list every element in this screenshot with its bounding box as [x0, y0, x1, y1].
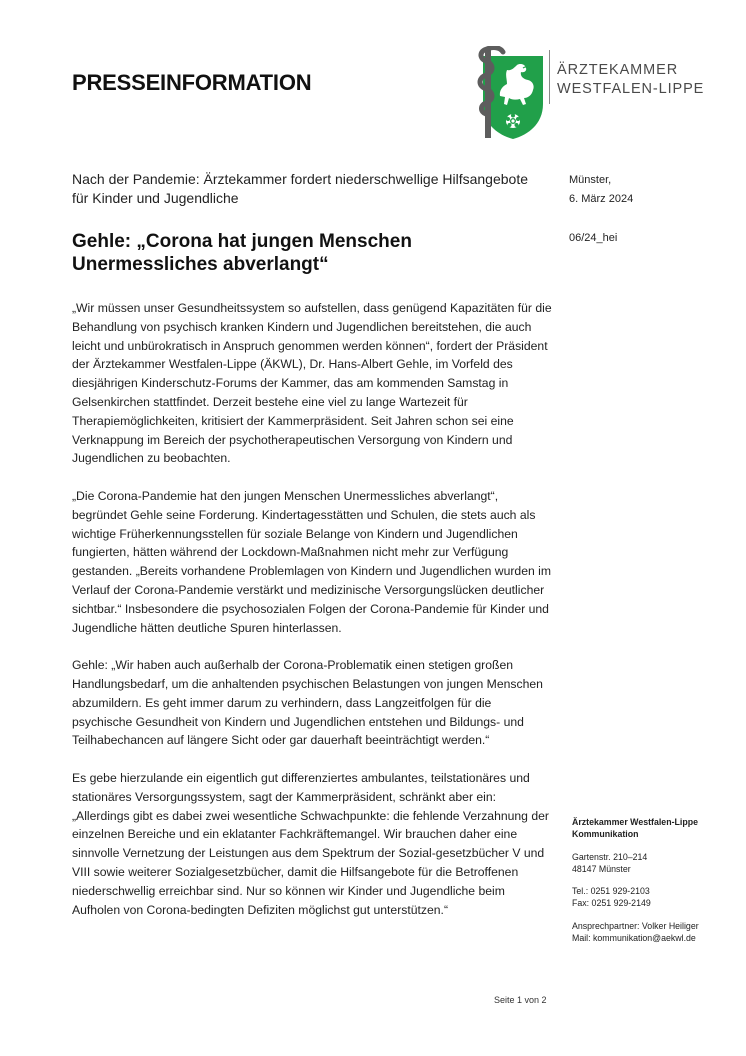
contact-fax: Fax: 0251 929-2149 [572, 898, 651, 909]
logo-line-1: ÄRZTEKAMMER [557, 62, 679, 78]
logo-wordmark [557, 61, 704, 99]
dateline-location: Münster, [569, 174, 612, 186]
paragraph-4: Es gebe hierzulande ein eigentlich gut differenziertes ambulantes, teilstationäres und stationäres Versorgungssystem, sagt der Kammerpräsident, schränkt aber ein: „Allerdings gibt es dabei zwei wesentliche Schwachpunkte: die fehlende Verzahnung der einzelnen Bereiche und ein eklatanter Fachkräftemangel. Wir brauchen daher eine sinnvolle Vernetzung der Leistungen aus dem Spektrum der Sozial-gesetzbücher V und VIII sowie weiterer Sozialgesetzbücher, damit die Hilfsangebote für die Betroffenen niederschwellig erreichbar sind. Nur so können wir Kinder und Jugendliche beim Aufholen von Corona-bedingten Defiziten möglichst gut unterstützen.“ [72, 770, 549, 917]
page-number: Seite 1 von 2 [494, 995, 547, 1005]
logo-line-2: WESTFALEN-LIPPE [557, 81, 705, 97]
contact-mail[interactable]: Mail: kommunikation@aekwl.de [572, 933, 696, 944]
dateline [569, 171, 633, 209]
aekwl-shield-logo-icon [476, 46, 546, 140]
contact-org-department: Kommunikation [572, 829, 639, 840]
contact-org-name: Ärztekammer Westfalen-Lippe [572, 817, 698, 827]
contact-tel: Tel.: 0251 929-2103 [572, 886, 650, 897]
article-subtitle: Nach der Pandemie: Ärztekammer fordert niederschwellige Hilfsangebote für Kinder und Jugendliche [72, 171, 528, 206]
contact-city: 48147 Münster [572, 863, 631, 874]
paragraph-1: „Wir müssen unser Gesundheitssystem so aufstellen, dass genügend Kapazitäten für die Behandlung von psychisch kranken Kindern und Jugendlichen bereitstehen, die auch leicht und unbürokratisch in Anspruch genommen werden können“, fordert der Präsident der Ärztekammer Westfalen-Lippe (ÄKWL), Dr. Hans-Albert Gehle, im Vorfeld des diesjährigen Kinderschutz-Forums der Kammer, das am kommenden Samstag in Gelsenkirchen stattfindet. Derzeit bestehe eine viel zu lange Wartezeit für Therapiemöglichkeiten, kritisiert der Kammerpräsident. Seit Jahren schon sei eine Verknappung im Bereich der psychotherapeutischen Versorgung von Kindern und Jugendlichen zu beobachten. [72, 301, 552, 466]
article-headline: Gehle: „Corona hat jungen Menschen Unermessliches abverlangt“ [72, 231, 412, 275]
contact-street: Gartenstr. 210–214 [572, 851, 648, 862]
dateline-date: 6. März 2024 [569, 193, 634, 205]
paragraph-3: Gehle: „Wir haben auch außerhalb der Corona-Problematik einen stetigen großen Handlungsbedarf, um die anhaltenden psychischen Belastungen von jungen Menschen abzumildern. Es geht immer darum zu verhindern, dass Langzeitfolgen für die psychische Gesundheit von Kindern und Jugendlichen entstehen und Bildungs- und Teilhabechancen auf längere Sicht oder gar dauerhaft beeinträchtigt werden.“ [72, 658, 543, 748]
contact-block [572, 816, 732, 944]
reference-code: 06/24_hei [569, 232, 618, 244]
contact-person: Ansprechpartner: Volker Heiliger [572, 920, 699, 931]
article-body [72, 299, 554, 938]
document-title: PRESSEINFORMATION [72, 70, 312, 95]
logo-divider [549, 50, 550, 104]
paragraph-2: „Die Corona-Pandemie hat den jungen Menschen Unermessliches abverlangt“, begründet Gehle seine Forderung. Kindertagesstätten und Schulen, die stets auch als wichtige Früherkennungsstellen für soziale Belange von Kindern und Jugendlichen fungierten, hätten während der Lockdown-Maßnahmen nicht mehr zur Verfügung gestanden. „Bereits vorhandene Problemlagen von Kindern und Jugendlichen wurden im Verlauf der Corona-Pandemie verstärkt und medizinische Versorgungslücken deutlicher sichtbar.“ Insbesondere die psychosozialen Folgen der Corona-Pandemie für Kinder und Jugendliche hätten deutliche Spuren hinterlassen. [72, 488, 552, 635]
